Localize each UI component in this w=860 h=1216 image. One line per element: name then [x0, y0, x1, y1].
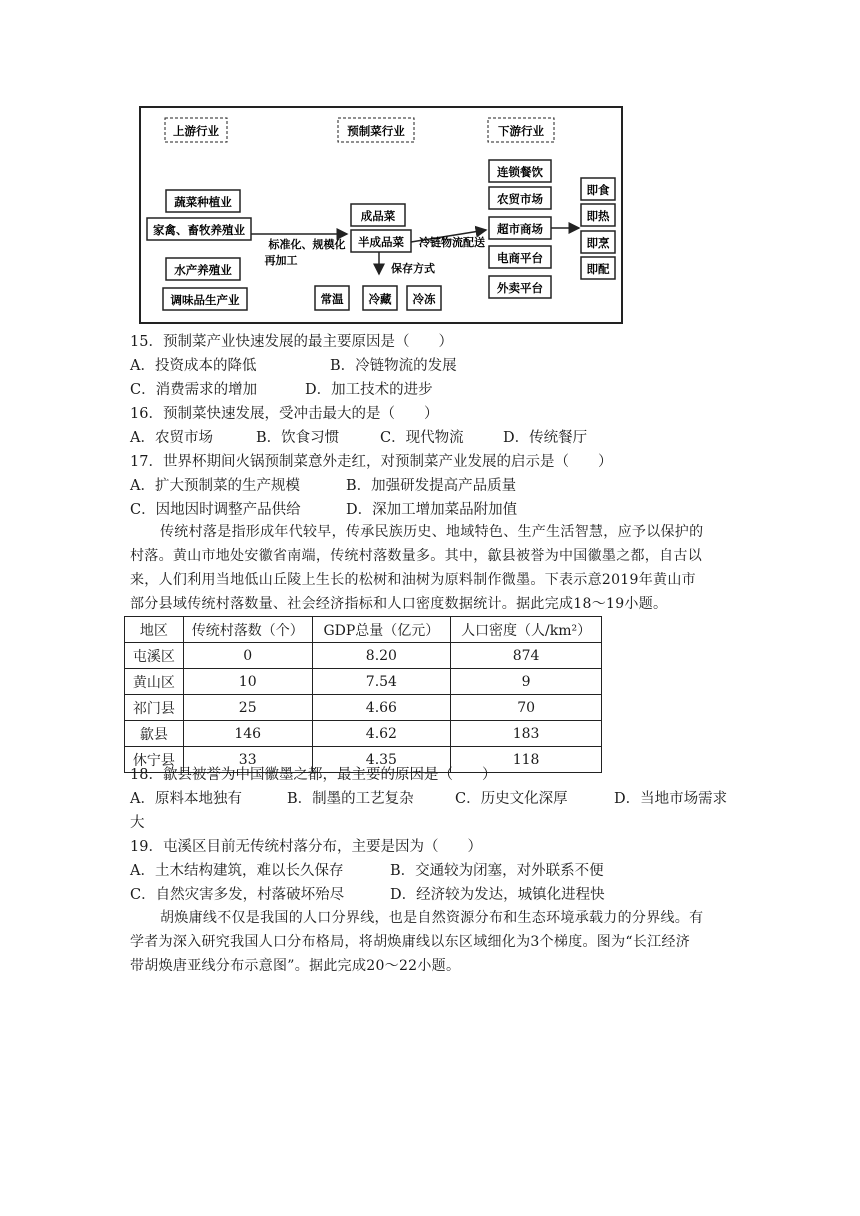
- channel-box-farmers-market: [489, 187, 551, 209]
- table-header-cell: 地区: [125, 617, 184, 643]
- q17-stem: 17．世界杯期间火锅预制菜意外走红，对预制菜产业发展的启示是（ ）: [130, 454, 613, 470]
- table-cell: 25: [183, 695, 312, 721]
- table-header-cell: 传统村落数（个）: [183, 617, 312, 643]
- channel-box-takeaway: [489, 276, 551, 298]
- svg-text:即烹: 即烹: [586, 236, 610, 250]
- q16-option-c: C．现代物流: [380, 430, 464, 446]
- q15-option-b: B．冷链物流的发展: [330, 358, 457, 374]
- q18-option-d-wrap: 大: [130, 815, 145, 831]
- village-data-table: [124, 616, 602, 773]
- svg-text:水产养殖业: 水产养殖业: [174, 263, 232, 277]
- svg-text:蔬菜种植业: 蔬菜种植业: [174, 195, 232, 209]
- q17-option-d: D．深加工增加菜品附加值: [346, 502, 518, 518]
- type-box-ready-cook: [581, 231, 615, 253]
- type-box-ready-heat: [581, 204, 615, 226]
- product-box-finished: [351, 204, 405, 226]
- q16-option-b: B．饮食习惯: [256, 430, 340, 446]
- q19-stem: 19．屯溪区目前无传统村落分布，主要是因为（ ）: [130, 839, 482, 855]
- upstream-box-seasoning: [163, 288, 247, 310]
- passage1-line-3: 来，人们利用当地低山丘陵上生长的松树和油树为原料制作微墨。下表示意2019年黄山市: [130, 572, 696, 588]
- table-cell: 屯溪区: [125, 643, 184, 669]
- table-cell: 4.62: [312, 721, 451, 747]
- process-label-2: 再加工: [264, 254, 298, 267]
- q18-option-c: C．历史文化深厚: [455, 791, 568, 807]
- q17-option-b: B．加强研发提高产品质量: [346, 478, 517, 494]
- upstream-box-aquaculture: [166, 258, 240, 280]
- table-row: [125, 643, 602, 669]
- svg-text:冷藏: 冷藏: [368, 292, 392, 306]
- passage1-line-2: 村落。黄山市地处安徽省南端，传统村落数量多。其中，歙县被誉为中国徽墨之都，自古以: [130, 548, 702, 564]
- table-cell: 休宁县: [125, 747, 184, 773]
- logistics-label: 冷链物流配送: [419, 236, 485, 249]
- process-label-1: 标准化、规模化: [268, 238, 346, 251]
- svg-text:电商平台: 电商平台: [497, 251, 543, 265]
- passage2-line-2: 学者为深入研究我国人口分布格局，将胡焕庸线以东区域细化为3个梯度。图为“长江经济: [130, 934, 691, 950]
- table-header-cell: GDP总量（亿元）: [312, 617, 451, 643]
- svg-text:超市商场: 超市商场: [497, 222, 543, 236]
- table-cell: 118: [451, 747, 602, 773]
- table-cell: 歙县: [125, 721, 184, 747]
- table-cell: 183: [451, 721, 602, 747]
- q15-option-d: D．加工技术的进步: [305, 382, 433, 398]
- industry-chain-diagram: [139, 106, 623, 324]
- svg-text:即食: 即食: [586, 183, 610, 197]
- channel-box-supermarket: [489, 217, 551, 239]
- svg-text:调味品生产业: 调味品生产业: [170, 293, 240, 307]
- svg-text:外卖平台: 外卖平台: [497, 281, 543, 295]
- table-cell: 0: [183, 643, 312, 669]
- channel-box-chain-catering: [489, 160, 551, 182]
- table-cell: 黄山区: [125, 669, 184, 695]
- product-box-semi: [351, 230, 411, 252]
- svg-text:农贸市场: 农贸市场: [497, 192, 543, 206]
- storage-box-room-temp: [315, 286, 349, 310]
- storage-box-chilled: [363, 286, 397, 310]
- q16-option-a: A．农贸市场: [130, 430, 213, 446]
- table-cell: 33: [183, 747, 312, 773]
- svg-text:即配: 即配: [586, 262, 610, 276]
- type-box-ready-assemble: [581, 257, 615, 279]
- q19-option-a: A．土木结构建筑，难以长久保存: [130, 863, 344, 879]
- q18-option-d: D．当地市场需求: [614, 791, 728, 807]
- table-cell: 4.35: [312, 747, 451, 773]
- storage-box-frozen: [407, 286, 441, 310]
- q15-stem: 15．预制菜产业快速发展的最主要原因是（ ）: [130, 334, 453, 350]
- table-row: [125, 695, 602, 721]
- table-cell: 10: [183, 669, 312, 695]
- q18-option-a: A．原料本地独有: [130, 791, 242, 807]
- q19-option-b: B．交通较为闭塞，对外联系不便: [390, 863, 604, 879]
- passage1-line-4: 部分县域传统村落数量、社会经济指标和人口密度数据统计。据此完成18～19小题。: [130, 596, 668, 612]
- svg-text:成品菜: 成品菜: [360, 209, 396, 223]
- svg-text:半成品菜: 半成品菜: [358, 235, 404, 249]
- q16-option-d: D．传统餐厅: [503, 430, 588, 446]
- upstream-box-vegetable: [166, 190, 240, 212]
- type-box-ready-eat: [581, 178, 615, 200]
- table-cell: 7.54: [312, 669, 451, 695]
- q15-option-c: C．消费需求的增加: [130, 382, 258, 398]
- svg-text:下游行业: 下游行业: [498, 124, 544, 138]
- svg-text:预制菜行业: 预制菜行业: [347, 124, 405, 138]
- q16-stem: 16．预制菜快速发展，受冲击最大的是（ ）: [130, 406, 439, 422]
- svg-text:连锁餐饮: 连锁餐饮: [497, 165, 543, 179]
- svg-text:常温: 常温: [320, 292, 344, 306]
- q19-option-c: C．自然灾害多发，村落破坏殆尽: [130, 887, 345, 903]
- q19-option-d: D．经济较为发达，城镇化进程快: [390, 887, 605, 903]
- q17-option-c: C．因地因时调整产品供给: [130, 502, 301, 518]
- table-cell: 4.66: [312, 695, 451, 721]
- table-header-row: [125, 617, 602, 643]
- table-cell: 146: [183, 721, 312, 747]
- table-cell: 祁门县: [125, 695, 184, 721]
- q18-option-b: B．制墨的工艺复杂: [287, 791, 414, 807]
- passage2-line-3: 带胡焕唐亚线分布示意图”。据此完成20～22小题。: [130, 958, 461, 974]
- table-row: [125, 669, 602, 695]
- svg-text:即热: 即热: [586, 209, 610, 223]
- table-cell: 8.20: [312, 643, 451, 669]
- q18-stem: 18．歙县被誉为中国徽墨之都，最主要的原因是（ ）: [130, 767, 497, 783]
- svg-text:家禽、畜牧养殖业: 家禽、畜牧养殖业: [153, 223, 245, 237]
- passage1-line-1: 传统村落是指形成年代较早，传承民族历史、地域特色、生产生活智慧，应予以保护的: [160, 524, 704, 540]
- svg-text:上游行业: 上游行业: [173, 124, 219, 138]
- q15-option-a: A．投资成本的降低: [130, 358, 257, 374]
- table-cell: 9: [451, 669, 602, 695]
- upstream-box-livestock: [147, 218, 251, 240]
- table-cell: 874: [451, 643, 602, 669]
- table-header-cell: 人口密度（人/km²）: [451, 617, 602, 643]
- channel-box-ecommerce: [489, 246, 551, 268]
- table-cell: 70: [451, 695, 602, 721]
- passage2-line-1: 胡焕庸线不仅是我国的人口分界线，也是自然资源分布和生态环境承载力的分界线。有: [160, 910, 704, 926]
- svg-text:冷冻: 冷冻: [412, 292, 436, 306]
- q17-option-a: A．扩大预制菜的生产规模: [130, 478, 300, 494]
- table-row: [125, 721, 602, 747]
- storage-label: 保存方式: [391, 262, 435, 275]
